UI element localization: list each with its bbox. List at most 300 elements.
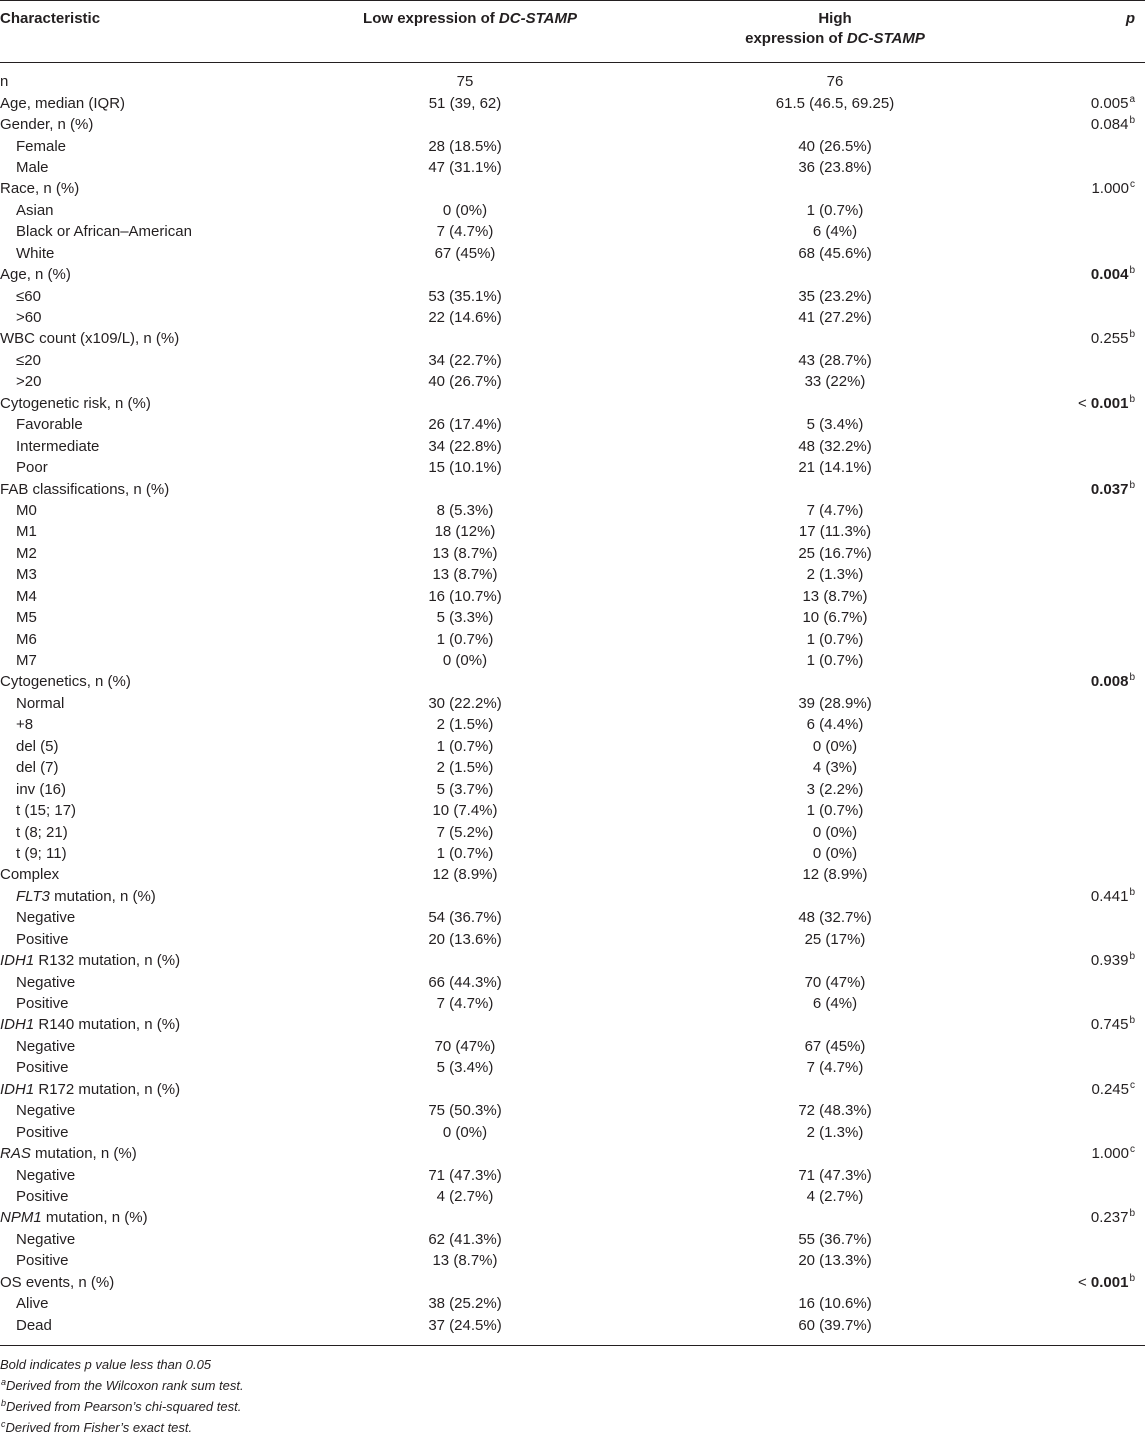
cell-high-expression: 6 (4%): [812, 995, 858, 1013]
cell-low-expression: 1 (0.7%): [436, 630, 494, 648]
cell-low-expression: 37 (24.5%): [428, 1316, 502, 1334]
cell-p-value: [1020, 564, 1145, 585]
cell-low-expression: 16 (10.7%): [428, 587, 502, 605]
cell-low-expression: 30 (22.2%): [428, 694, 502, 712]
cell-high-expression: [650, 671, 1020, 692]
cell-low-expression: 1 (0.7%): [436, 844, 494, 862]
row-label: FLT3 mutation, n (%): [16, 887, 156, 905]
cell-high-expression: 40 (26.5%): [798, 137, 872, 155]
cell-high-expression: 6 (4%): [812, 223, 858, 241]
table-row: [0, 607, 1145, 628]
header-high-expression: High expression of DC-STAMP: [650, 1, 1020, 63]
table-row: [0, 1036, 1145, 1057]
cell-low-expression: [280, 114, 650, 135]
cell-p-value: [1020, 971, 1145, 992]
cell-p-value: [1020, 929, 1145, 950]
cell-p-value: [1020, 821, 1145, 842]
table-row: [0, 328, 1145, 349]
row-label: White: [16, 244, 55, 262]
cell-low-expression: 38 (25.2%): [428, 1295, 502, 1313]
row-label: Cytogenetics, n (%): [0, 673, 131, 691]
table-row: [0, 993, 1145, 1014]
table-row: [0, 950, 1145, 971]
cell-high-expression: 36 (23.8%): [798, 158, 872, 176]
cell-high-expression: 33 (22%): [804, 373, 866, 391]
table-row: [0, 478, 1145, 499]
cell-low-expression: [280, 1014, 650, 1035]
row-label: Positive: [16, 1059, 69, 1077]
cell-p-value: [1020, 607, 1145, 628]
cell-high-expression: 60 (39.7%): [798, 1316, 872, 1334]
cell-high-expression: 25 (16.7%): [798, 544, 872, 562]
row-label: Female: [16, 137, 67, 155]
cell-low-expression: 18 (12%): [434, 523, 496, 541]
cell-low-expression: 2 (1.5%): [436, 716, 494, 734]
table-row: [0, 1057, 1145, 1078]
cell-high-expression: 21 (14.1%): [798, 459, 872, 477]
cell-low-expression: [280, 393, 650, 414]
cell-high-expression: 16 (10.6%): [798, 1295, 872, 1313]
table-row: [0, 221, 1145, 242]
row-label: del (7): [16, 759, 59, 777]
table-row: [0, 543, 1145, 564]
cell-high-expression: 0 (0%): [812, 823, 858, 841]
row-label: Alive: [16, 1295, 49, 1313]
cell-p-value: [1020, 200, 1145, 221]
row-label: Positive: [16, 930, 69, 948]
cell-p-value: [1020, 285, 1145, 306]
table-row: [0, 586, 1145, 607]
cell-high-expression: [650, 886, 1020, 907]
cell-high-expression: 2 (1.3%): [806, 566, 864, 584]
table-row: [0, 714, 1145, 735]
cell-high-expression: 41 (27.2%): [798, 309, 872, 327]
table-row: [0, 1293, 1145, 1314]
cell-low-expression: [280, 671, 650, 692]
cell-high-expression: [650, 1079, 1020, 1100]
cell-low-expression: 34 (22.8%): [428, 437, 502, 455]
table-row: [0, 157, 1145, 178]
row-label: Black or African–American: [16, 223, 192, 241]
row-label: Race, n (%): [0, 180, 80, 198]
cell-p-value: [1020, 135, 1145, 156]
cell-low-expression: [280, 1207, 650, 1228]
cell-low-expression: 20 (13.6%): [428, 930, 502, 948]
header-low-expression: Low expression of DC-STAMP: [280, 1, 650, 63]
cell-low-expression: 71 (47.3%): [428, 1166, 502, 1184]
row-label: Negative: [16, 1166, 76, 1184]
cell-p-value: [1020, 221, 1145, 242]
cell-p-value: [1020, 350, 1145, 371]
cell-high-expression: 72 (48.3%): [798, 1102, 872, 1120]
table-row: [0, 628, 1145, 649]
cell-high-expression: 7 (4.7%): [806, 1059, 864, 1077]
row-label: >60: [16, 309, 42, 327]
cell-high-expression: 61.5 (46.5, 69.25): [775, 94, 895, 112]
cell-high-expression: 1 (0.7%): [806, 630, 864, 648]
table-row: [0, 350, 1145, 371]
cell-high-expression: 0 (0%): [812, 844, 858, 862]
table-footnotes: [0, 1345, 1145, 1438]
table-header: [0, 1, 1145, 63]
cell-low-expression: 34 (22.7%): [428, 351, 502, 369]
cell-p-value: [1020, 1036, 1145, 1057]
cell-high-expression: [650, 478, 1020, 499]
cell-high-expression: 1 (0.7%): [806, 802, 864, 820]
cell-low-expression: [280, 478, 650, 499]
cell-low-expression: 5 (3.3%): [436, 609, 494, 627]
table-row: [0, 1207, 1145, 1228]
cell-low-expression: [280, 950, 650, 971]
table-row: [0, 864, 1145, 885]
table-row: [0, 693, 1145, 714]
cell-p-value: [1020, 628, 1145, 649]
cell-high-expression: [650, 1143, 1020, 1164]
table-body: [0, 63, 1145, 1340]
table-row: [0, 650, 1145, 671]
cell-low-expression: 7 (4.7%): [436, 995, 494, 1013]
table-row: [0, 757, 1145, 778]
cell-high-expression: [650, 1272, 1020, 1293]
cell-p-value: 0.004$^b$: [1090, 265, 1135, 284]
cell-p-value: [1020, 1250, 1145, 1271]
row-label: Negative: [16, 1230, 76, 1248]
cell-p-value: 0.255$^b$: [1090, 329, 1135, 348]
row-label: Positive: [16, 1252, 69, 1270]
table-row: [0, 114, 1145, 135]
cell-high-expression: 55 (36.7%): [798, 1230, 872, 1248]
cell-p-value: [1020, 1293, 1145, 1314]
table-row: [0, 414, 1145, 435]
cell-low-expression: 0 (0%): [442, 652, 488, 670]
row-label: Negative: [16, 973, 76, 991]
footnote-a: $^a$Derived from the Wilcoxon rank sum test.: [1, 1377, 244, 1393]
table-row: [0, 1143, 1145, 1164]
cell-low-expression: [280, 178, 650, 199]
row-label: t (9; 11): [16, 844, 67, 862]
cell-low-expression: 7 (4.7%): [436, 223, 494, 241]
cell-high-expression: 17 (11.3%): [798, 523, 872, 541]
table-row: [0, 736, 1145, 757]
cell-p-value: [1020, 1121, 1145, 1142]
cell-low-expression: 2 (1.5%): [436, 759, 494, 777]
table-row: [0, 1079, 1145, 1100]
cell-low-expression: [280, 1143, 650, 1164]
table-row: [0, 457, 1145, 478]
cell-p-value: 0.037$^b$: [1090, 479, 1135, 498]
cell-low-expression: 51 (39, 62): [428, 94, 502, 112]
cell-high-expression: 3 (2.2%): [806, 780, 864, 798]
cell-high-expression: [650, 1014, 1020, 1035]
cell-low-expression: [280, 1079, 650, 1100]
row-label: Positive: [16, 995, 69, 1013]
cell-p-value: 1.000$^c$: [1091, 179, 1135, 198]
row-label: Negative: [16, 1102, 76, 1120]
table-row: [0, 371, 1145, 392]
cell-p-value: [1020, 586, 1145, 607]
row-label: Age, median (IQR): [0, 94, 126, 112]
row-label: del (5): [16, 737, 59, 755]
cell-low-expression: 54 (36.7%): [428, 909, 502, 927]
table-row: [0, 200, 1145, 221]
cell-low-expression: 40 (26.7%): [428, 373, 502, 391]
row-label: Positive: [16, 1123, 69, 1141]
cell-high-expression: 13 (8.7%): [802, 587, 868, 605]
cell-high-expression: 1 (0.7%): [806, 201, 864, 219]
cell-p-value: [1020, 1229, 1145, 1250]
row-label: Complex: [0, 866, 60, 884]
table-row: [0, 135, 1145, 156]
cell-low-expression: [280, 328, 650, 349]
cell-high-expression: [650, 950, 1020, 971]
cell-p-value: [1020, 157, 1145, 178]
cell-p-value: [1020, 800, 1145, 821]
cell-p-value: [1020, 1186, 1145, 1207]
row-label: t (15; 17): [16, 802, 77, 820]
cell-high-expression: 6 (4.4%): [806, 716, 864, 734]
cell-p-value: [1020, 693, 1145, 714]
cell-p-value: 0.245$^c$: [1091, 1079, 1135, 1098]
row-label: M1: [16, 523, 37, 541]
row-label: n: [0, 73, 9, 91]
row-label: WBC count (x109/L), n (%): [0, 330, 180, 348]
cell-low-expression: 75 (50.3%): [428, 1102, 502, 1120]
cell-low-expression: 53 (35.1%): [428, 287, 502, 305]
table-row: [0, 285, 1145, 306]
table-row: [0, 778, 1145, 799]
cell-p-value: 0.441$^b$: [1090, 886, 1135, 905]
cell-p-value: [1020, 307, 1145, 328]
cell-low-expression: 70 (47%): [434, 1037, 496, 1055]
cell-p-value: 0.084$^b$: [1090, 115, 1135, 134]
cell-high-expression: [650, 114, 1020, 135]
row-label: ≤20: [16, 351, 41, 369]
row-label: +8: [16, 716, 34, 734]
header-p-value: p: [1020, 1, 1145, 63]
cell-high-expression: 7 (4.7%): [806, 501, 864, 519]
table-row: [0, 178, 1145, 199]
cell-p-value: [1020, 650, 1145, 671]
cell-low-expression: 0 (0%): [442, 1123, 488, 1141]
cell-high-expression: 10 (6.7%): [802, 609, 868, 627]
table-row: [0, 92, 1145, 113]
cell-low-expression: [280, 886, 650, 907]
header-characteristic: Characteristic: [0, 1, 280, 63]
row-label: M4: [16, 587, 37, 605]
cell-p-value: [1020, 757, 1145, 778]
footnote-bold: Bold indicates p value less than 0.05: [0, 1357, 212, 1372]
table-row: [0, 671, 1145, 692]
cell-p-value: [1020, 1100, 1145, 1121]
cell-high-expression: 35 (23.2%): [798, 287, 872, 305]
cell-high-expression: 1 (0.7%): [806, 652, 864, 670]
cell-low-expression: 47 (31.1%): [428, 158, 502, 176]
cell-p-value: [1020, 543, 1145, 564]
cell-p-value: 0.745$^b$: [1090, 1015, 1135, 1034]
row-label: M6: [16, 630, 37, 648]
row-label: RAS mutation, n (%): [0, 1145, 137, 1163]
cell-high-expression: 71 (47.3%): [798, 1166, 872, 1184]
cell-p-value: [1020, 521, 1145, 542]
table-row: [0, 1164, 1145, 1185]
row-label: M3: [16, 566, 37, 584]
cell-high-expression: [650, 393, 1020, 414]
cell-high-expression: [650, 178, 1020, 199]
row-label: Favorable: [16, 416, 83, 434]
row-label: Dead: [16, 1316, 52, 1334]
cell-high-expression: 4 (3%): [812, 759, 858, 777]
cell-high-expression: 4 (2.7%): [806, 1187, 864, 1205]
row-label: Normal: [16, 694, 65, 712]
table-row: [0, 1229, 1145, 1250]
cell-high-expression: 76: [826, 73, 844, 91]
row-label: Intermediate: [16, 437, 100, 455]
row-label: >20: [16, 373, 42, 391]
row-label: IDH1 R172 mutation, n (%): [0, 1080, 181, 1098]
row-label: M0: [16, 501, 37, 519]
table-row: [0, 907, 1145, 928]
cell-low-expression: 15 (10.1%): [428, 459, 502, 477]
cell-high-expression: [650, 1207, 1020, 1228]
table-row: [0, 1186, 1145, 1207]
table-row: [0, 521, 1145, 542]
table-row: [0, 821, 1145, 842]
table-row: [0, 800, 1145, 821]
cell-low-expression: [280, 264, 650, 285]
cell-p-value: [1020, 371, 1145, 392]
cell-low-expression: 5 (3.4%): [436, 1059, 494, 1077]
cell-p-value: [1020, 736, 1145, 757]
cell-low-expression: 75: [456, 73, 474, 91]
cell-low-expression: 28 (18.5%): [428, 137, 502, 155]
cell-p-value: [1020, 1057, 1145, 1078]
table-row: [0, 1272, 1145, 1293]
table-row: [0, 1121, 1145, 1142]
cell-high-expression: 25 (17%): [804, 930, 866, 948]
cell-low-expression: 8 (5.3%): [436, 501, 494, 519]
cell-high-expression: 39 (28.9%): [798, 694, 872, 712]
cell-low-expression: 1 (0.7%): [436, 737, 494, 755]
footnote-c: $^c$Derived from Fisher’s exact test.: [1, 1419, 193, 1435]
cell-p-value: [1020, 500, 1145, 521]
cell-high-expression: 68 (45.6%): [798, 244, 872, 262]
cell-low-expression: 5 (3.7%): [436, 780, 494, 798]
table-row: [0, 1250, 1145, 1271]
cell-p-value: [1020, 414, 1145, 435]
row-label: Asian: [16, 201, 54, 219]
cell-low-expression: 66 (44.3%): [428, 973, 502, 991]
table-row: [0, 71, 1145, 92]
row-label: Gender, n (%): [0, 116, 94, 134]
cell-p-value: [1020, 778, 1145, 799]
cell-p-value: < 0.001$^b$: [1077, 1272, 1135, 1291]
cell-low-expression: 0 (0%): [442, 201, 488, 219]
table-row: [0, 1014, 1145, 1035]
cell-p-value: [1020, 71, 1145, 92]
cell-low-expression: 26 (17.4%): [428, 416, 502, 434]
cell-p-value: [1020, 435, 1145, 456]
cell-high-expression: 48 (32.2%): [798, 437, 872, 455]
cell-high-expression: 48 (32.7%): [798, 909, 872, 927]
cell-low-expression: 62 (41.3%): [428, 1230, 502, 1248]
table-row: [0, 435, 1145, 456]
cell-high-expression: 70 (47%): [804, 973, 866, 991]
table-row: [0, 971, 1145, 992]
cell-low-expression: 7 (5.2%): [436, 823, 494, 841]
cell-p-value: [1020, 993, 1145, 1014]
table-row: [0, 307, 1145, 328]
cell-p-value: [1020, 243, 1145, 264]
cell-high-expression: 12 (8.9%): [802, 866, 868, 884]
cell-p-value: [1020, 457, 1145, 478]
cell-high-expression: [650, 264, 1020, 285]
cell-low-expression: [280, 1272, 650, 1293]
row-label: NPM1 mutation, n (%): [0, 1209, 148, 1227]
row-label: M2: [16, 544, 37, 562]
row-label: M5: [16, 609, 37, 627]
table-row: [0, 1314, 1145, 1339]
cell-p-value: 0.939$^b$: [1090, 951, 1135, 970]
cell-p-value: [1020, 1164, 1145, 1185]
table-row: [0, 886, 1145, 907]
cell-low-expression: 22 (14.6%): [428, 309, 502, 327]
cell-p-value: 0.005$^a$: [1090, 93, 1135, 112]
cell-low-expression: 10 (7.4%): [432, 802, 498, 820]
cell-p-value: [1020, 714, 1145, 735]
cell-low-expression: 67 (45%): [434, 244, 496, 262]
footnote-b: $^b$Derived from Pearson’s chi-squared test.: [1, 1398, 242, 1414]
row-label: IDH1 R132 mutation, n (%): [0, 952, 181, 970]
row-label: M7: [16, 652, 37, 670]
cell-p-value: 0.237$^b$: [1090, 1208, 1135, 1227]
row-label: ≤60: [16, 287, 41, 305]
table-row: [0, 500, 1145, 521]
row-label: FAB classifications, n (%): [0, 480, 170, 498]
row-label: Age, n (%): [0, 266, 71, 284]
cell-high-expression: 5 (3.4%): [806, 416, 864, 434]
cell-high-expression: 67 (45%): [804, 1037, 866, 1055]
cell-low-expression: 13 (8.7%): [432, 544, 498, 562]
cell-p-value: [1020, 864, 1145, 885]
table-row: [0, 393, 1145, 414]
cell-low-expression: 13 (8.7%): [432, 1252, 498, 1270]
row-label: Positive: [16, 1187, 69, 1205]
cell-high-expression: 43 (28.7%): [798, 351, 872, 369]
table-row: [0, 929, 1145, 950]
cell-low-expression: 12 (8.9%): [432, 866, 498, 884]
row-label: Cytogenetic risk, n (%): [0, 394, 151, 412]
row-label: Negative: [16, 909, 76, 927]
cell-high-expression: 20 (13.3%): [798, 1252, 872, 1270]
table-row: [0, 243, 1145, 264]
cell-high-expression: 0 (0%): [812, 737, 858, 755]
cell-p-value: < 0.001$^b$: [1077, 393, 1135, 412]
cell-high-expression: [650, 328, 1020, 349]
table-row: [0, 264, 1145, 285]
cell-p-value: [1020, 843, 1145, 864]
table-row: [0, 564, 1145, 585]
cell-high-expression: 2 (1.3%): [806, 1123, 864, 1141]
cell-low-expression: 13 (8.7%): [432, 566, 498, 584]
row-label: Male: [16, 158, 49, 176]
row-label: OS events, n (%): [0, 1273, 115, 1291]
row-label: inv (16): [16, 780, 67, 798]
cell-p-value: 0.008$^b$: [1090, 672, 1135, 691]
row-label: IDH1 R140 mutation, n (%): [0, 1016, 181, 1034]
table-row: [0, 843, 1145, 864]
cell-p-value: 1.000$^c$: [1091, 1144, 1135, 1163]
row-label: Poor: [16, 459, 48, 477]
